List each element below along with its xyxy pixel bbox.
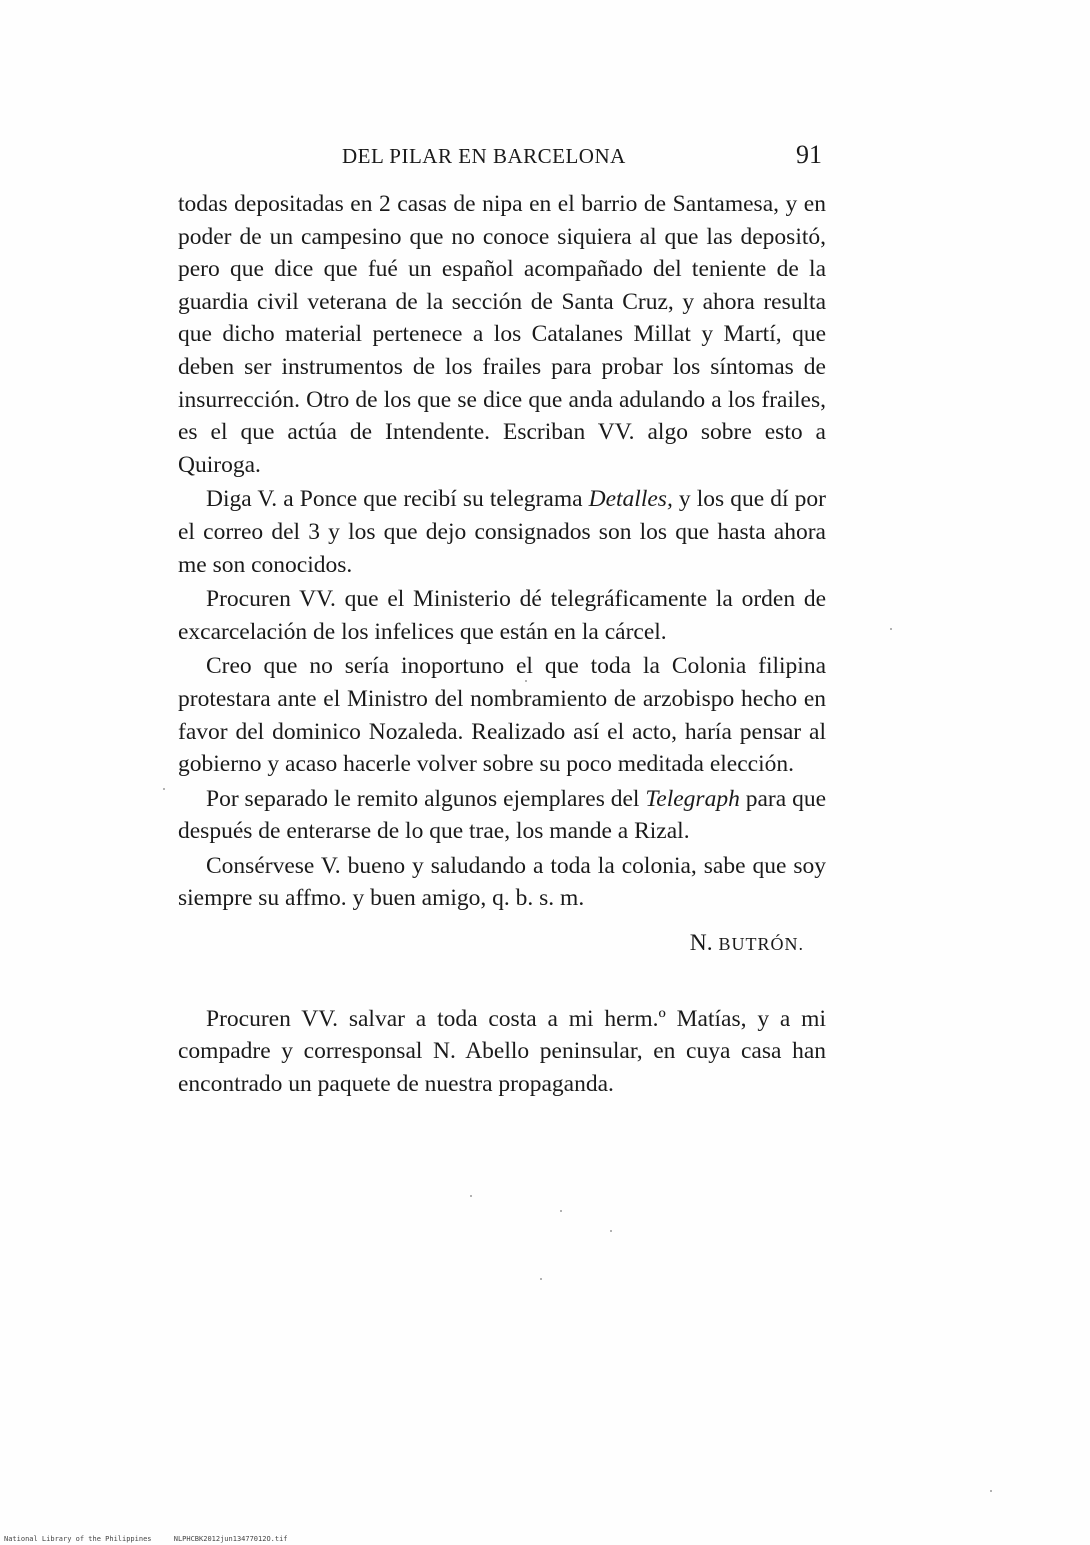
scan-speck <box>610 1230 612 1232</box>
scan-speck <box>890 628 892 630</box>
paragraph-closing: Consérvese V. bueno y saludando a toda la colonia, sabe que soy siempre su affmo. y buen amigo, q. b. s. m. <box>178 852 826 912</box>
scan-speck <box>163 788 165 790</box>
paragraph-text: Diga V. a Ponce que recibí su telegrama <box>206 486 589 513</box>
scan-speck <box>525 680 527 682</box>
paragraph-continued: todas depositadas en 2 casas de nipa en el barrio de Santamesa, y en poder de un campesino que no conoce siquiera al que las depositó, pero que dice que fué un español acompañado del teniente de la guardia civil veterana de la sección de Santa Cruz, y ahora resulta que dicho material pertenece a los Catalanes Millat y Martí, que deben ser instrumentos de los frailes para probar los síntomas de insurrección. Otro de los que se dice que anda adulando a los frailes, es el que actúa de Intendente. Escriban VV. algo sobre esto a Quiroga. <box>178 191 826 478</box>
signature <box>178 927 826 961</box>
italic-title: Detalles, <box>588 486 673 513</box>
postscript: Procuren VV. salvar a toda costa a mi herm.º Matías, y a mi compadre y corresponsal N. Abello peninsular, en cuya casa han encontrado un paquete de nuestra propaganda. <box>178 1005 826 1097</box>
signature-initial: N. <box>689 930 719 957</box>
scan-speck <box>540 1278 542 1280</box>
paragraph-ministerio: Procuren VV. que el Ministerio dé telegráficamente la orden de excarcelación de los infelices que están en la cárcel. <box>178 586 826 645</box>
paragraph-colonia: Creo que no sería inoportuno el que toda la Colonia filipina protestara ante el Ministro del nombramiento de arzobispo hecho en favor del dominico Nozaleda. Realizado así el acto, haría pensar al gobierno y acaso hacerle volver sobre su poco meditada elección. <box>178 653 826 778</box>
footer-library: National Library of the Philippines <box>4 1535 152 1543</box>
paragraph-text: para que después de enterarse de lo que trae, los mande a Rizal. <box>178 785 826 845</box>
paragraph-telegram <box>178 483 826 581</box>
footer-file: NLPHCBK2012jun13477012O.tif <box>173 1535 288 1543</box>
scan-speck <box>470 1195 472 1197</box>
running-head <box>180 140 830 172</box>
paragraph-text: y los que dí por el correo del 3 y los que dejo consignados son los que hasta ahora me son conocidos. <box>178 486 826 578</box>
body-text <box>178 188 826 1100</box>
italic-title: Telegraph <box>645 785 740 812</box>
running-title: DEL PILAR EN BARCELONA <box>342 144 626 168</box>
scan-footer <box>4 1535 306 1543</box>
paragraph-telegraph <box>178 783 826 848</box>
page-number: 91 <box>796 140 822 169</box>
signature-name: BUTRÓN. <box>718 934 804 955</box>
scan-speck <box>560 1210 562 1212</box>
scan-speck <box>990 1490 992 1492</box>
paragraph-text: Por separado le remito algunos ejemplares del <box>206 785 646 812</box>
